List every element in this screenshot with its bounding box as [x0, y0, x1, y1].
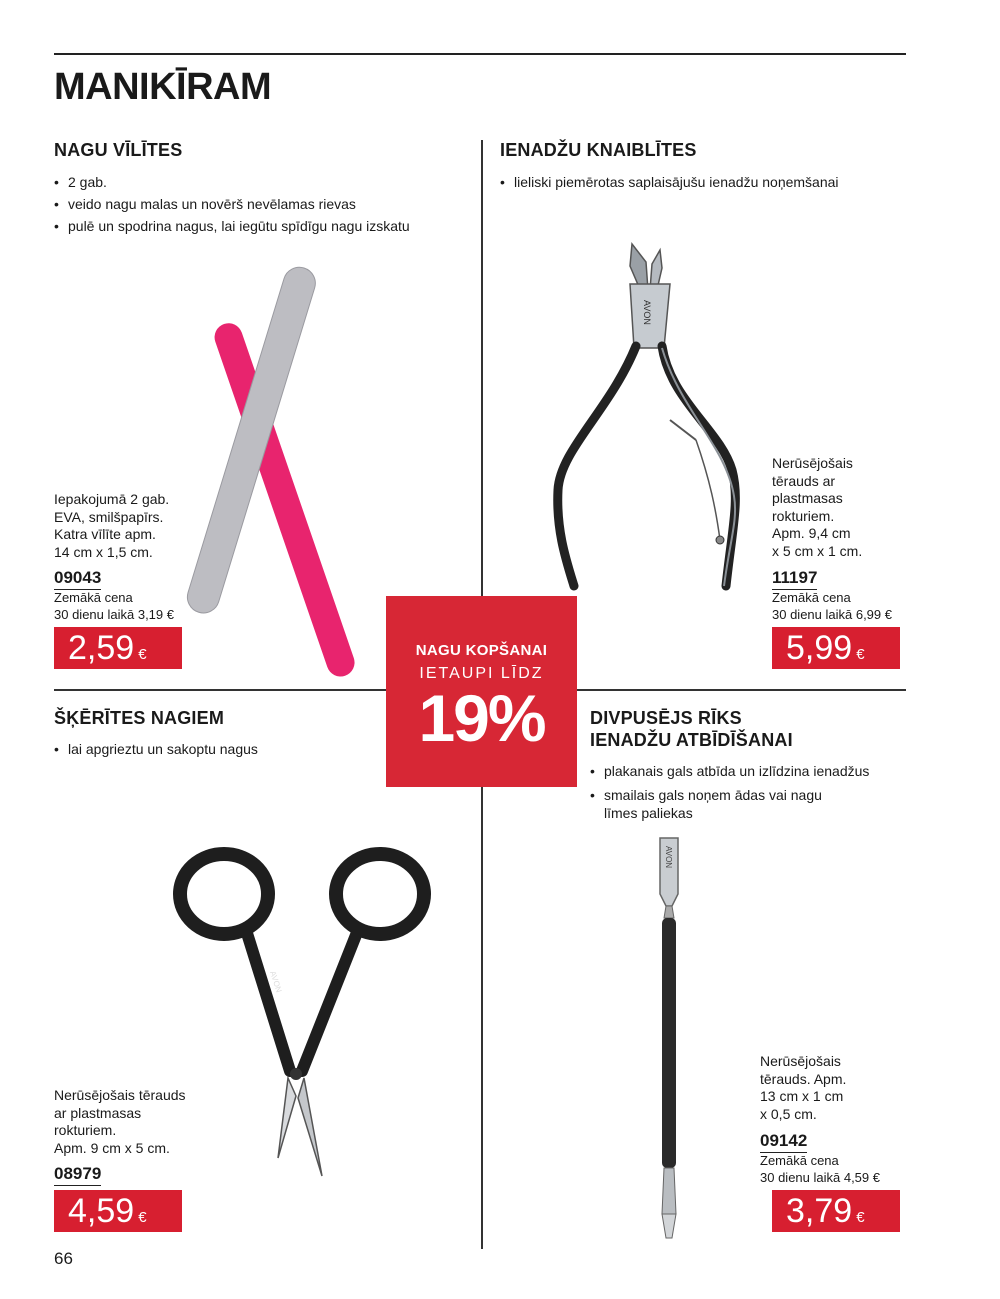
desc-line: tērauds ar [772, 472, 836, 489]
pointed-end-icon [662, 1214, 676, 1238]
desc-line: Iepakojumā 2 gab. [54, 491, 170, 507]
nail-scissors-bullets [54, 738, 374, 760]
promo-line-1: NAGU KOPŠANAI [415, 642, 548, 659]
nail-files-bullets [54, 171, 474, 237]
pusher-handle-icon [662, 918, 676, 1168]
lowest-price-value: 30 dienu laikā 3,19 € [54, 607, 174, 622]
desc-line: EVA, smilšpapīrs. [54, 508, 164, 525]
section-title-cuticle-pusher [590, 707, 793, 751]
price-value: 3,79 [786, 1192, 853, 1230]
horizontal-divider-left [54, 689, 386, 691]
price-badge [772, 1190, 900, 1232]
desc-line: Apm. 9 cm x 5 cm. [54, 1139, 170, 1156]
promo-line-2: IETAUPI LĪDZ [419, 665, 544, 682]
bullet-item: • lieliski piemērotas saplaisājušu ienadžu noņemšanai [500, 171, 900, 193]
page-number: 66 [54, 1249, 73, 1268]
price-value: 5,99 [786, 629, 853, 667]
product-code: 09043 [54, 568, 101, 590]
desc-line: 14 cm x 1,5 cm. [54, 543, 153, 560]
cuticle-pusher-lowest-price [760, 1152, 880, 1186]
bullet-item: • pulē un spodrina nagus, lai iegūtu spīdīgu nagu izskatu [54, 215, 474, 237]
cuticle-nippers-image [520, 240, 760, 590]
horizontal-divider-right [577, 689, 906, 691]
currency: € [856, 646, 865, 663]
section-title-nail-files: NAGU VĪLĪTES [54, 140, 183, 160]
nail-files-description [54, 491, 169, 561]
vertical-divider-bottom [481, 787, 483, 1249]
price-badge [54, 627, 182, 669]
cuticle-pusher-image [640, 834, 710, 1246]
cuticle-pusher-code-wrap [760, 1131, 807, 1153]
right-blade-icon [298, 1078, 322, 1176]
desc-line: x 5 cm x 1 cm. [772, 542, 863, 559]
bullet-item: • veido nagu malas un novērš nevēlamas rievas [54, 193, 474, 215]
left-handle-icon [558, 346, 636, 586]
cuticle-nippers-code-wrap [772, 568, 817, 590]
lowest-price-value: 30 dienu laikā 4,59 € [760, 1170, 880, 1185]
currency: € [138, 646, 147, 663]
cuticle-pusher-bullets [590, 760, 900, 822]
bullet-item-continuation [590, 804, 900, 822]
cuticle-nippers-bullets [500, 171, 900, 193]
vertical-divider-top [481, 140, 483, 596]
lowest-price-value: 30 dienu laikā 6,99 € [772, 607, 892, 622]
lowest-price-label: Zemākā cena [760, 1153, 839, 1168]
product-code: 08979 [54, 1164, 101, 1186]
lowest-price-label: Zemākā cena [772, 590, 851, 605]
section-title-cuticle-nippers: IENADŽU KNAIBLĪTES [500, 140, 697, 160]
section-title-nail-scissors: ŠĶĒRĪTES NAGIEM [54, 708, 225, 728]
bullet-item: • lai apgrieztu un sakoptu nagus [54, 738, 374, 760]
desc-line: Nerūsējošais [760, 1053, 841, 1069]
nail-files-lowest-price [54, 589, 174, 623]
desc-line: tērauds. Apm. [760, 1070, 847, 1087]
desc-line: 13 cm x 1 cm [760, 1088, 844, 1104]
desc-line: rokturiem. [54, 1122, 117, 1138]
price-value: 2,59 [68, 629, 135, 667]
top-rule [54, 53, 906, 55]
desc-line: rokturiem. [772, 507, 835, 524]
title-line: IENADŽU ATBĪDĪŠANAI [590, 730, 793, 750]
left-ring-icon [180, 854, 268, 934]
nail-files-code-wrap [54, 568, 101, 590]
desc-line: Nerūsējošais tērauds [54, 1087, 186, 1103]
product-code: 11197 [772, 568, 817, 590]
lowest-price-label: Zemākā cena [54, 590, 133, 605]
promo-badge [386, 596, 577, 787]
cuticle-nippers-description [772, 455, 862, 560]
price-badge [772, 627, 900, 669]
bullet-continuation: līmes paliekas [604, 805, 693, 821]
currency: € [138, 1209, 147, 1226]
desc-line: Apm. 9,4 cm [772, 525, 851, 541]
nail-scissors-code-wrap [54, 1164, 101, 1186]
price-value: 4,59 [68, 1192, 135, 1230]
right-ring-icon [336, 854, 424, 934]
title-line: DIVPUSĒJS RĪKS [590, 708, 742, 728]
nail-scissors-description [54, 1087, 186, 1157]
desc-line: Nerūsējošais [772, 455, 853, 471]
brand-mark: AVON [664, 846, 673, 869]
promo-discount: 19% [418, 681, 545, 755]
left-blade-icon [278, 1078, 296, 1158]
brand-mark: AVON [642, 300, 652, 325]
desc-line: x 0,5 cm. [760, 1105, 817, 1122]
nail-scissors-image [170, 846, 440, 1186]
cuticle-nippers-lowest-price [772, 589, 892, 623]
product-code: 09142 [760, 1131, 807, 1153]
bullet-item: • 2 gab. [54, 171, 474, 193]
page-title: MANIKĪRAM [54, 66, 272, 108]
bullet-item: • smailais gals noņem ādas vai nagu [590, 786, 900, 804]
bullet-item: • plakanais gals atbīda un izlīdzina ienadžus [590, 760, 900, 782]
desc-line: Katra vīlīte apm. [54, 526, 156, 542]
price-badge [54, 1190, 182, 1232]
desc-line: plastmasas [772, 490, 843, 506]
cuticle-pusher-description [760, 1053, 846, 1123]
currency: € [856, 1209, 865, 1226]
nail-files-image [190, 262, 340, 672]
desc-line: ar plastmasas [54, 1104, 142, 1121]
brand-mark: AVON [268, 969, 284, 994]
